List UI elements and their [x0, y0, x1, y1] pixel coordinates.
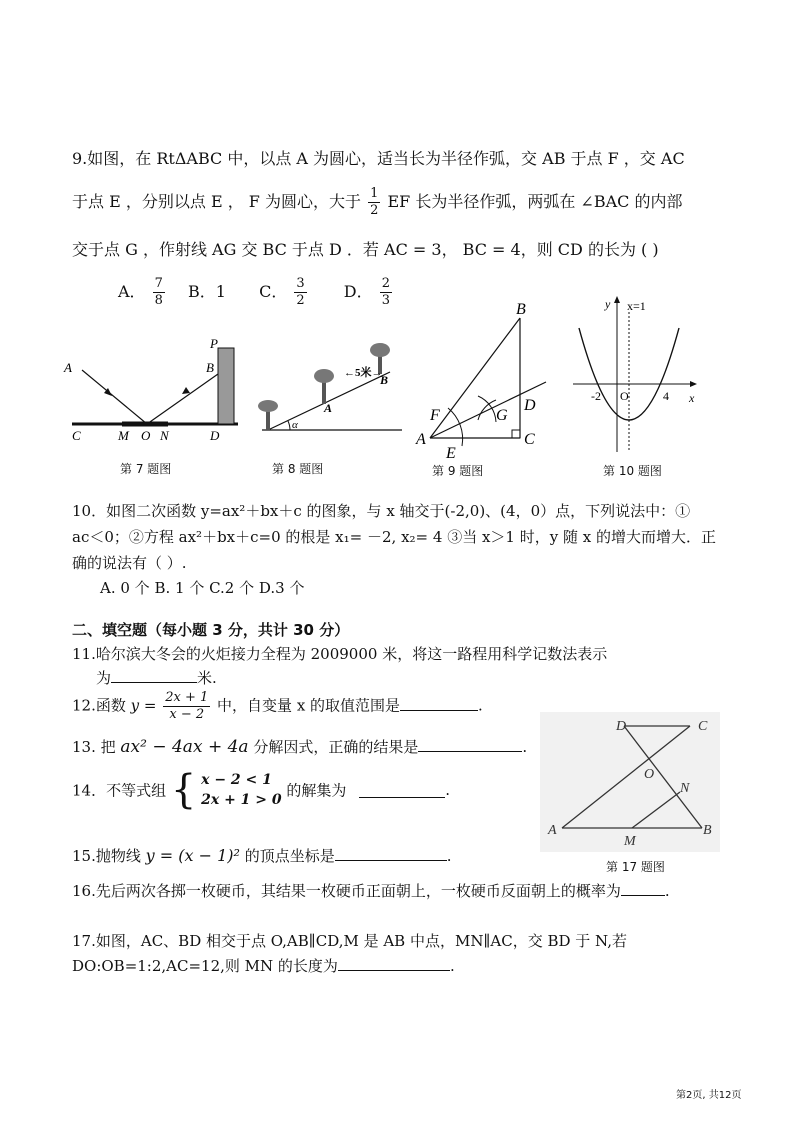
q14-answer-blank[interactable] — [359, 783, 445, 798]
q9-option-d-fraction: $\frac{2}{3}$ — [381, 276, 391, 308]
fig10-label-x: x — [689, 391, 695, 405]
q9-option-a-fraction: $\frac{7}{8}$ — [154, 276, 163, 308]
fig9-right-angle — [512, 430, 520, 438]
q13-expression: ax² − 4ax + 4a — [120, 737, 249, 757]
fig9-arc-1 — [478, 396, 496, 422]
q15-expression: y = (x − 1)² — [145, 846, 240, 865]
q11-line2 — [96, 667, 217, 688]
fig10-y-arrow — [614, 296, 620, 303]
q9-line1: 9.如图，在 RtΔABC 中，以点 A 为圆心，适当长为半径作弧，交 AB 于点 F ，交 AC — [72, 149, 685, 168]
q16-line — [72, 880, 670, 901]
fig9-label-A: A — [416, 431, 426, 448]
fig8-label-alpha: α — [292, 419, 298, 431]
fig17-caption: 第 17 题图 — [606, 860, 665, 874]
fig9-label-E: E — [446, 445, 456, 462]
q9-options — [118, 276, 394, 309]
q9-half-fraction: $\frac{1}{2}$ — [370, 186, 379, 218]
figure-9 — [412, 296, 562, 464]
q12-fraction: $\frac{2x + 1}{x - 2}$ — [165, 690, 209, 722]
figure-8 — [250, 330, 410, 445]
q9-line2-end: EF 长为半径作弧，两弧在 ∠BAC 的内部 — [387, 192, 683, 211]
q12-prefix: 12.函数 — [72, 696, 126, 715]
q13-answer-blank[interactable] — [418, 737, 522, 752]
section-2-title: 二、填空题（每小题 3 分，共计 30 分） — [72, 621, 350, 639]
q12-text: 中，自变量 x 的取值范围是 — [217, 696, 401, 715]
fig7-label-A: A — [64, 360, 72, 375]
q17-line1: 17.如图，AC、BD 相交于点 O,AB∥CD,M 是 AB 中点，MN∥AC，交 BD 于 N,若 — [72, 932, 627, 950]
fig8-distance-label: ←5米→ — [344, 367, 383, 379]
q15-end: . — [446, 847, 452, 865]
q17-text: DO:OB=1:2,AC=12,则 MN 的长度为 — [72, 957, 338, 975]
fig9-caption: 第 9 题图 — [432, 464, 484, 478]
fig17-label-D: D — [616, 719, 627, 734]
q14-inequality-2: 2x + 1 > 0 — [201, 792, 282, 808]
q9-line2 — [72, 186, 682, 219]
fig8-caption: 第 8 题图 — [272, 462, 324, 476]
fig7-caption: 第 7 题图 — [120, 462, 172, 476]
q16-end: . — [664, 882, 670, 900]
figure-7 — [60, 330, 245, 445]
fig9-label-G: G — [496, 407, 508, 424]
figure-17 — [540, 712, 720, 852]
q11-suffix: 米. — [197, 669, 217, 687]
q15-text: 的顶点坐标是 — [244, 847, 335, 865]
q12-answer-blank[interactable] — [400, 696, 478, 711]
fig17-label-N: N — [680, 781, 690, 796]
q12-end: . — [478, 696, 483, 715]
q9-option-b: B．1 — [188, 282, 226, 301]
fig10-label-O: O — [620, 389, 629, 403]
q9-option-d-label: D． — [343, 282, 373, 301]
q14-line — [72, 767, 450, 813]
q14-prefix: 14．不等式组 — [72, 781, 167, 800]
fig17-label-M: M — [624, 834, 636, 849]
q9-line2-start: 于点 E ，分别以点 E ， F 为圆心，大于 — [72, 192, 361, 211]
q13-prefix: 13. 把 — [72, 738, 116, 756]
fig9-label-B: B — [516, 301, 526, 318]
fig8-tree-2 — [314, 369, 334, 404]
q13-text: 分解因式，正确的结果是 — [253, 738, 419, 756]
fig7-reflected-ray — [147, 374, 218, 424]
fig9-arc-EF — [448, 408, 463, 446]
fig17-segment-MN — [632, 792, 680, 828]
q9-option-a-label: A． — [118, 282, 146, 301]
fig7-label-O: O — [141, 428, 151, 443]
page-number: 第2页, 共12页 — [676, 1090, 742, 1101]
fig10-label-y: y — [605, 297, 611, 311]
q11-prefix: 为 — [96, 669, 112, 687]
fig17-segment-DB — [624, 726, 702, 828]
q16-text: 16.先后两次各掷一枚硬币，其结果一枚硬币正面朝上，一枚硬币反面朝上的概率为 — [72, 882, 621, 900]
q10-line1: 10．如图二次函数 y=ax²＋bx＋c 的图象，与 x 轴交于(-2,0)、(4，0）点，下列说法中：① — [72, 502, 691, 520]
fig7-arrow-2 — [182, 387, 190, 394]
fig8-label-A: A — [324, 401, 333, 415]
q14-brace: { — [170, 767, 197, 813]
fig9-label-C: C — [524, 431, 535, 448]
q14-end: . — [445, 781, 450, 799]
q15-answer-blank[interactable] — [335, 846, 447, 861]
q11-line1: 11.哈尔滨大冬会的火炬接力全程为 2009000 米，将这一路程用科学记数法表示 — [72, 645, 608, 663]
fig7-label-D: D — [210, 428, 220, 443]
q9-option-c-label: C． — [259, 282, 288, 301]
fig17-label-B: B — [703, 823, 712, 838]
fig10-caption: 第 10 题图 — [603, 464, 662, 478]
fig9-label-F: F — [430, 407, 440, 424]
figure-10 — [565, 292, 705, 462]
fig8-label-B: B — [380, 373, 389, 387]
fig7-wall — [218, 348, 234, 424]
fig7-label-M: M — [118, 428, 129, 443]
fig8-angle-arc — [288, 421, 290, 430]
fig7-label-C: C — [72, 428, 81, 443]
fig17-label-C: C — [698, 719, 708, 734]
q14-system — [201, 770, 282, 810]
fig9-label-D: D — [524, 397, 536, 414]
q15-prefix: 15.抛物线 — [72, 847, 141, 865]
fig10-label-minus2: -2 — [591, 389, 601, 403]
q14-text: 的解集为 — [286, 781, 347, 800]
q10-line3: 确的说法有（ ）. — [72, 554, 187, 572]
q14-inequality-1: x − 2 < 1 — [201, 772, 272, 788]
fig10-label-x1: x=1 — [627, 299, 646, 313]
fig8-tree-1 — [258, 400, 278, 430]
q13-line — [72, 736, 527, 757]
q17-line2 — [72, 955, 455, 976]
q9-option-c-fraction: $\frac{3}{2}$ — [296, 276, 305, 308]
fig17-segment-CA — [562, 726, 690, 828]
q10-line2: ac＜0；②方程 ax²＋bx＋c=0 的根是 x₁= －2, x₂= 4 ③当 x＞1 时，y 随 x 的增大而增大．正 — [72, 528, 716, 546]
fig7-label-B: B — [206, 360, 214, 375]
fig17-label-A: A — [548, 823, 557, 838]
q11-answer-blank[interactable] — [111, 668, 197, 683]
fig10-label-4: 4 — [663, 389, 669, 403]
fig7-label-N: N — [160, 428, 169, 443]
q17-answer-blank[interactable] — [338, 956, 450, 971]
fig7-incident-ray — [82, 370, 147, 424]
fig10-x-arrow — [690, 381, 697, 387]
q15-line — [72, 845, 452, 866]
q10-options: A. 0 个 B. 1 个 C.2 个 D.3 个 — [100, 579, 305, 597]
q16-answer-blank[interactable] — [621, 881, 665, 896]
q9-line3: 交于点 G ，作射线 AG 交 BC 于点 D ．若 AC = 3， BC = 4，则 CD 的长为 ( ) — [72, 240, 659, 259]
q17-end: . — [449, 957, 455, 975]
q12-function-y: y = — [130, 696, 157, 715]
fig17-label-O: O — [644, 767, 655, 782]
q12-line — [72, 690, 483, 723]
fig7-label-P: P — [210, 336, 218, 351]
q13-end: . — [522, 738, 528, 756]
